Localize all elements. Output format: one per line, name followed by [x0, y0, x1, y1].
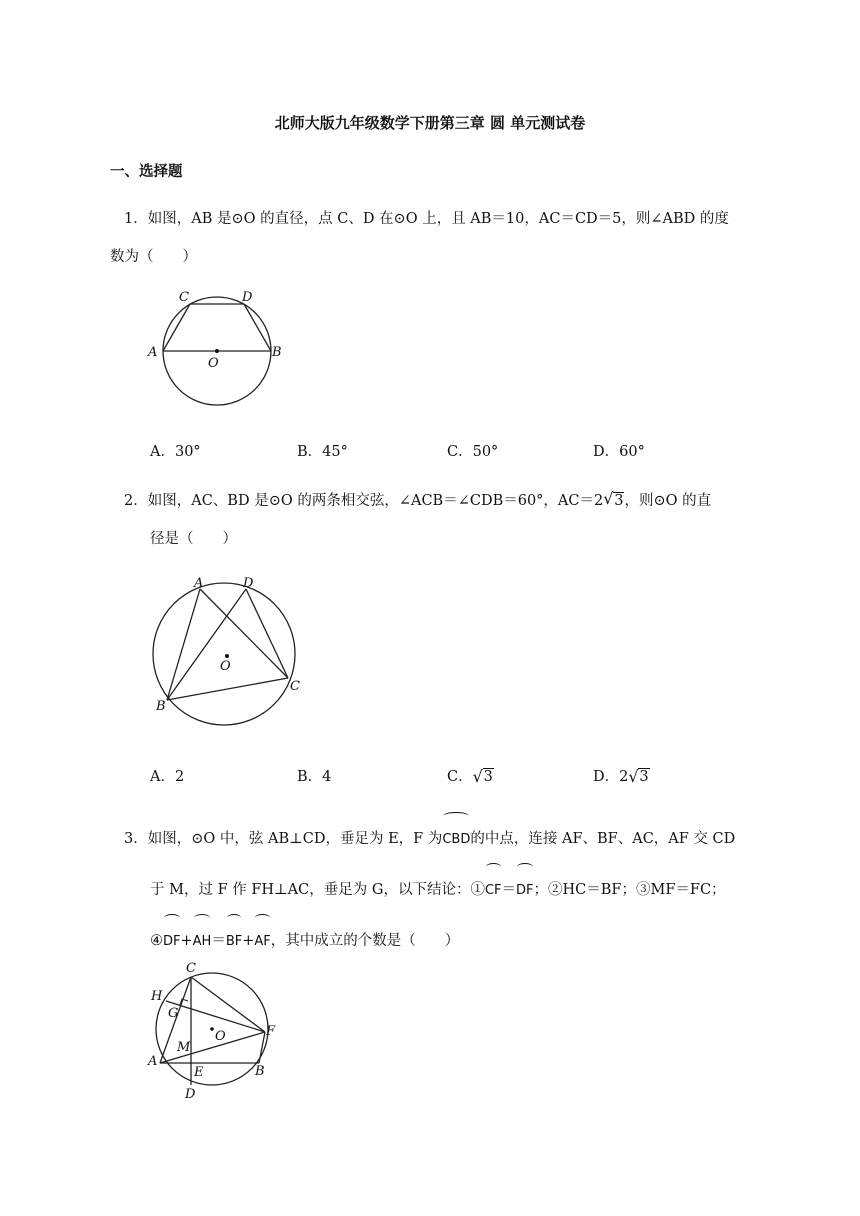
center-dot	[215, 349, 219, 353]
document-title: 北师大版九年级数学下册第三章 圆 单元测试卷	[274, 114, 586, 132]
question-text-l2a: 于 M，过 F 作 FH⊥AC，垂足为 G，以下结论：①	[150, 882, 485, 898]
option-c-label: C．	[447, 769, 473, 785]
segment-af	[160, 1032, 265, 1063]
arc-label: CBD	[442, 832, 471, 847]
option-a[interactable]: A．30°	[150, 444, 201, 460]
label-c: C	[186, 961, 196, 976]
question-3	[110, 812, 740, 965]
center-dot	[225, 654, 229, 658]
arc-label: DF	[163, 934, 181, 949]
label-e: E	[194, 1065, 204, 1080]
arc-cf	[485, 863, 502, 914]
question-text-l2b: ；②HC＝BF；③MF＝FC；	[533, 882, 726, 898]
arc-cbd	[442, 812, 470, 863]
sqrt-expression	[603, 482, 624, 520]
label-c: C	[179, 290, 189, 305]
question-text-l3b: ，其中成立的个数是（ ）	[270, 933, 460, 949]
segment-dc	[246, 589, 288, 678]
sqrt-radicand: 3	[483, 769, 493, 785]
option-a[interactable]: A．2	[150, 769, 185, 785]
question-number: 1．	[124, 211, 148, 227]
question-text-l1b: 的中点，连接 AF、BF、AC，AF 交 CD	[470, 831, 736, 847]
sqrt-expression	[628, 769, 649, 785]
label-h: H	[151, 989, 163, 1004]
option-b[interactable]: B．45°	[297, 444, 348, 460]
label-a: A	[148, 345, 158, 360]
figure-q2	[150, 574, 310, 719]
label-b: B	[272, 345, 282, 360]
question-2	[110, 482, 740, 558]
options-q1	[150, 440, 750, 464]
option-b[interactable]: B．4	[297, 769, 332, 785]
question-text-line2: 径是（ ）	[150, 531, 237, 547]
question-text: 如图，AB 是⊙O 的直径，点 C、D 在⊙O 上，且 AB＝10，AC＝CD＝5，则∠ABD 的度	[147, 211, 729, 227]
question-number: 3．	[124, 831, 148, 847]
label-b: B	[255, 1064, 265, 1079]
arc-label: AF	[254, 934, 271, 949]
label-a: A	[148, 1054, 158, 1069]
label-o: O	[208, 356, 219, 371]
sqrt-radicand: 3	[639, 769, 649, 785]
circled-number: ④	[150, 933, 163, 949]
plus-sign: +	[242, 933, 255, 949]
question-text-a: 如图，AC、BD 是⊙O 的两条相交弦，∠ACB＝∠CDB＝60°，AC＝2	[147, 493, 604, 509]
label-o: O	[220, 659, 231, 674]
question-text-c: ，则⊙O 的直	[624, 493, 712, 509]
sqrt-radicand: 3	[614, 493, 624, 509]
segment-ac	[163, 304, 190, 351]
segment-bd	[167, 589, 246, 700]
segment-bf	[259, 1032, 265, 1063]
label-b: B	[156, 699, 166, 714]
arc-label: AH	[192, 934, 212, 949]
circle-o	[153, 583, 295, 725]
figure-q3	[145, 950, 280, 1100]
label-d: D	[185, 1087, 196, 1102]
question-1	[110, 200, 740, 276]
options-q2	[150, 765, 750, 789]
equals-sign: ＝	[211, 933, 226, 949]
equals-sign: ＝	[501, 882, 517, 898]
label-c: C	[290, 679, 300, 694]
label-a: A	[194, 576, 204, 591]
plus-sign: +	[180, 933, 193, 949]
option-d[interactable]	[593, 765, 650, 786]
option-d[interactable]: D．60°	[593, 444, 645, 460]
question-text-line2: 数为（ ）	[110, 249, 197, 265]
option-c[interactable]: C．50°	[447, 444, 499, 460]
option-c[interactable]	[447, 765, 494, 786]
label-f: F	[266, 1024, 276, 1039]
segment-bc	[167, 678, 288, 700]
arc-df	[516, 863, 534, 914]
figure-q1	[148, 286, 298, 411]
label-d: D	[242, 290, 253, 305]
segment-db	[244, 304, 271, 351]
label-g: G	[168, 1006, 179, 1021]
section-heading: 一、选择题	[110, 163, 183, 180]
segment-fh	[166, 1001, 265, 1032]
question-text-l1a: 如图，⊙O 中，弦 AB⊥CD，垂足为 E，F 为	[147, 831, 443, 847]
arc-label: BF	[225, 934, 243, 949]
center-dot	[210, 1027, 214, 1031]
segment-ac	[200, 589, 288, 678]
question-number: 2．	[124, 493, 148, 509]
sqrt-expression	[473, 769, 494, 785]
segment-cf	[191, 977, 265, 1032]
label-o: O	[215, 1029, 226, 1044]
arc-label: CF	[484, 883, 502, 898]
label-m: M	[177, 1040, 191, 1055]
arc-label: DF	[516, 883, 534, 898]
option-d-label: D．2	[593, 769, 629, 785]
label-d: D	[243, 576, 254, 591]
